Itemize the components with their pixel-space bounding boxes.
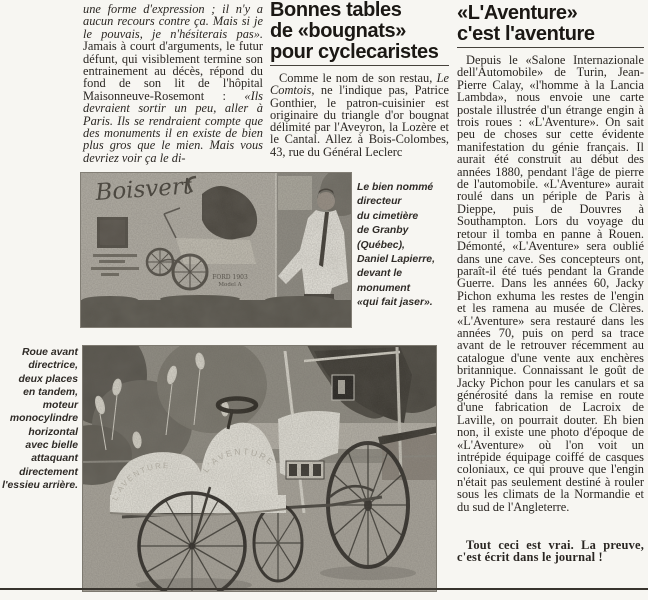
vehicle-margin-caption: Roue avant directrice, deux places en tandem, moteur monocylindre horizontal avec bielle attaquant directement l'essieu arrière. — [2, 347, 78, 491]
monument-photo — [80, 172, 352, 328]
obituary-italic-quote: «Ils devraient sortir un peu, aller à Paris. Ils se rendraient compte que des monuments il en existe de bien plus gros que le mien. Mais vous devriez voir ça le di- — [83, 88, 263, 165]
restaurant-article — [270, 0, 449, 158]
monument-photo-caption: Le bien nommé directeur du cimetière de Granby (Québec), Daniel Lapierre, devant le monument «qui fait jaser». — [357, 182, 435, 309]
aventure-article — [457, 3, 644, 564]
aventure-headline-rule — [457, 47, 644, 48]
bottom-rule — [0, 588, 648, 590]
aventure-paragraph: Depuis le «Salone Internazionale dell'Automobile» de Turin, Jean-Pierre Calay, «l'homme à la Lancia Lambda», nous envoie une carte postale illustrée d'un étrange engin à trois roues : «L'Aventure». On sait peu de choses sur cette évidente manifestation du génie français. Il aurait été construit au début des années 1880, pendant l'âge de pierre de l'automobile. «L'Aventure» aurait roulé dans un périple de Paris à Dieppe, puis de Douvres à Southampton. Lors du voyage du retour il tomba en panne à Rouen. Démonté, «L'Aventure» sera oublié dans une cave. Ses concepteurs ont, paraît-il été tués pendant la Grande Guerre. Dans les années 60, Jacky Pichon exhuma les restes de l'engin et les ramena au musée de Clères. «L'Aventure» sera restauré dans les années 70, puis on perd sa trace avant de le retrouver récemment au catalogue d'une vente aux enchères britannique. Connaissant le goût de Jacky Pichon pour les canulars et sa générosité dans la remise en route d'une fabrication de Lacroix de Laville, on pourrait douter. Eh bien non, il existe une photo d'époque de «L'Aventure» où l'on voit un intrépide équipage coiffé de casques coloniaux, ce qui prouve que l'engin n'était pas seulement destiné à rouler sous les climats de la Normandie et du sud de l'Angleterre. — [457, 53, 644, 514]
obituary-roman-text: Jamais à court d'arguments, le futur défunt, qui visiblement termine son entrainement au décès, répond du fond de son lit de l'hôpital Maisonneuve-Rosemont : — [83, 39, 263, 103]
photo-grain-texture — [82, 345, 437, 592]
obituary-column — [83, 3, 263, 164]
aventure-closing-paragraph: Tout ceci est vrai. La preuve, c'est écrit dans le journal ! — [457, 538, 644, 565]
obituary-paragraph — [83, 3, 263, 164]
obituary-italic-lead: une forme d'expression ; il n'y a aucun recours contre ça. Mais si je le pouvais, je n'hésiterais pas». — [83, 2, 263, 41]
photo-grain-texture — [80, 172, 352, 328]
aventure-headline: «L'Aventure» c'est l'aventure — [457, 2, 595, 45]
restaurant-paragraph — [270, 72, 449, 158]
restaurant-text-before: Comme le nom de son restau, — [279, 71, 437, 85]
restaurant-name-italic: Le Comtois — [270, 71, 449, 98]
restaurant-headline: Bonnes tables de «bougnats» pour cyclecaristes — [270, 0, 439, 63]
vehicle-photo — [82, 345, 437, 592]
restaurant-text-after: , ne l'indique pas, Patrice Gonthier, le patron-cuisinier est originaire du triangle d'or bougnat délimité par l'Aveyron, la Lozère et le Cantal. Allez à Bois-Colombes, 43, rue du Général Leclerc — [270, 83, 449, 159]
restaurant-headline-rule — [270, 65, 449, 66]
